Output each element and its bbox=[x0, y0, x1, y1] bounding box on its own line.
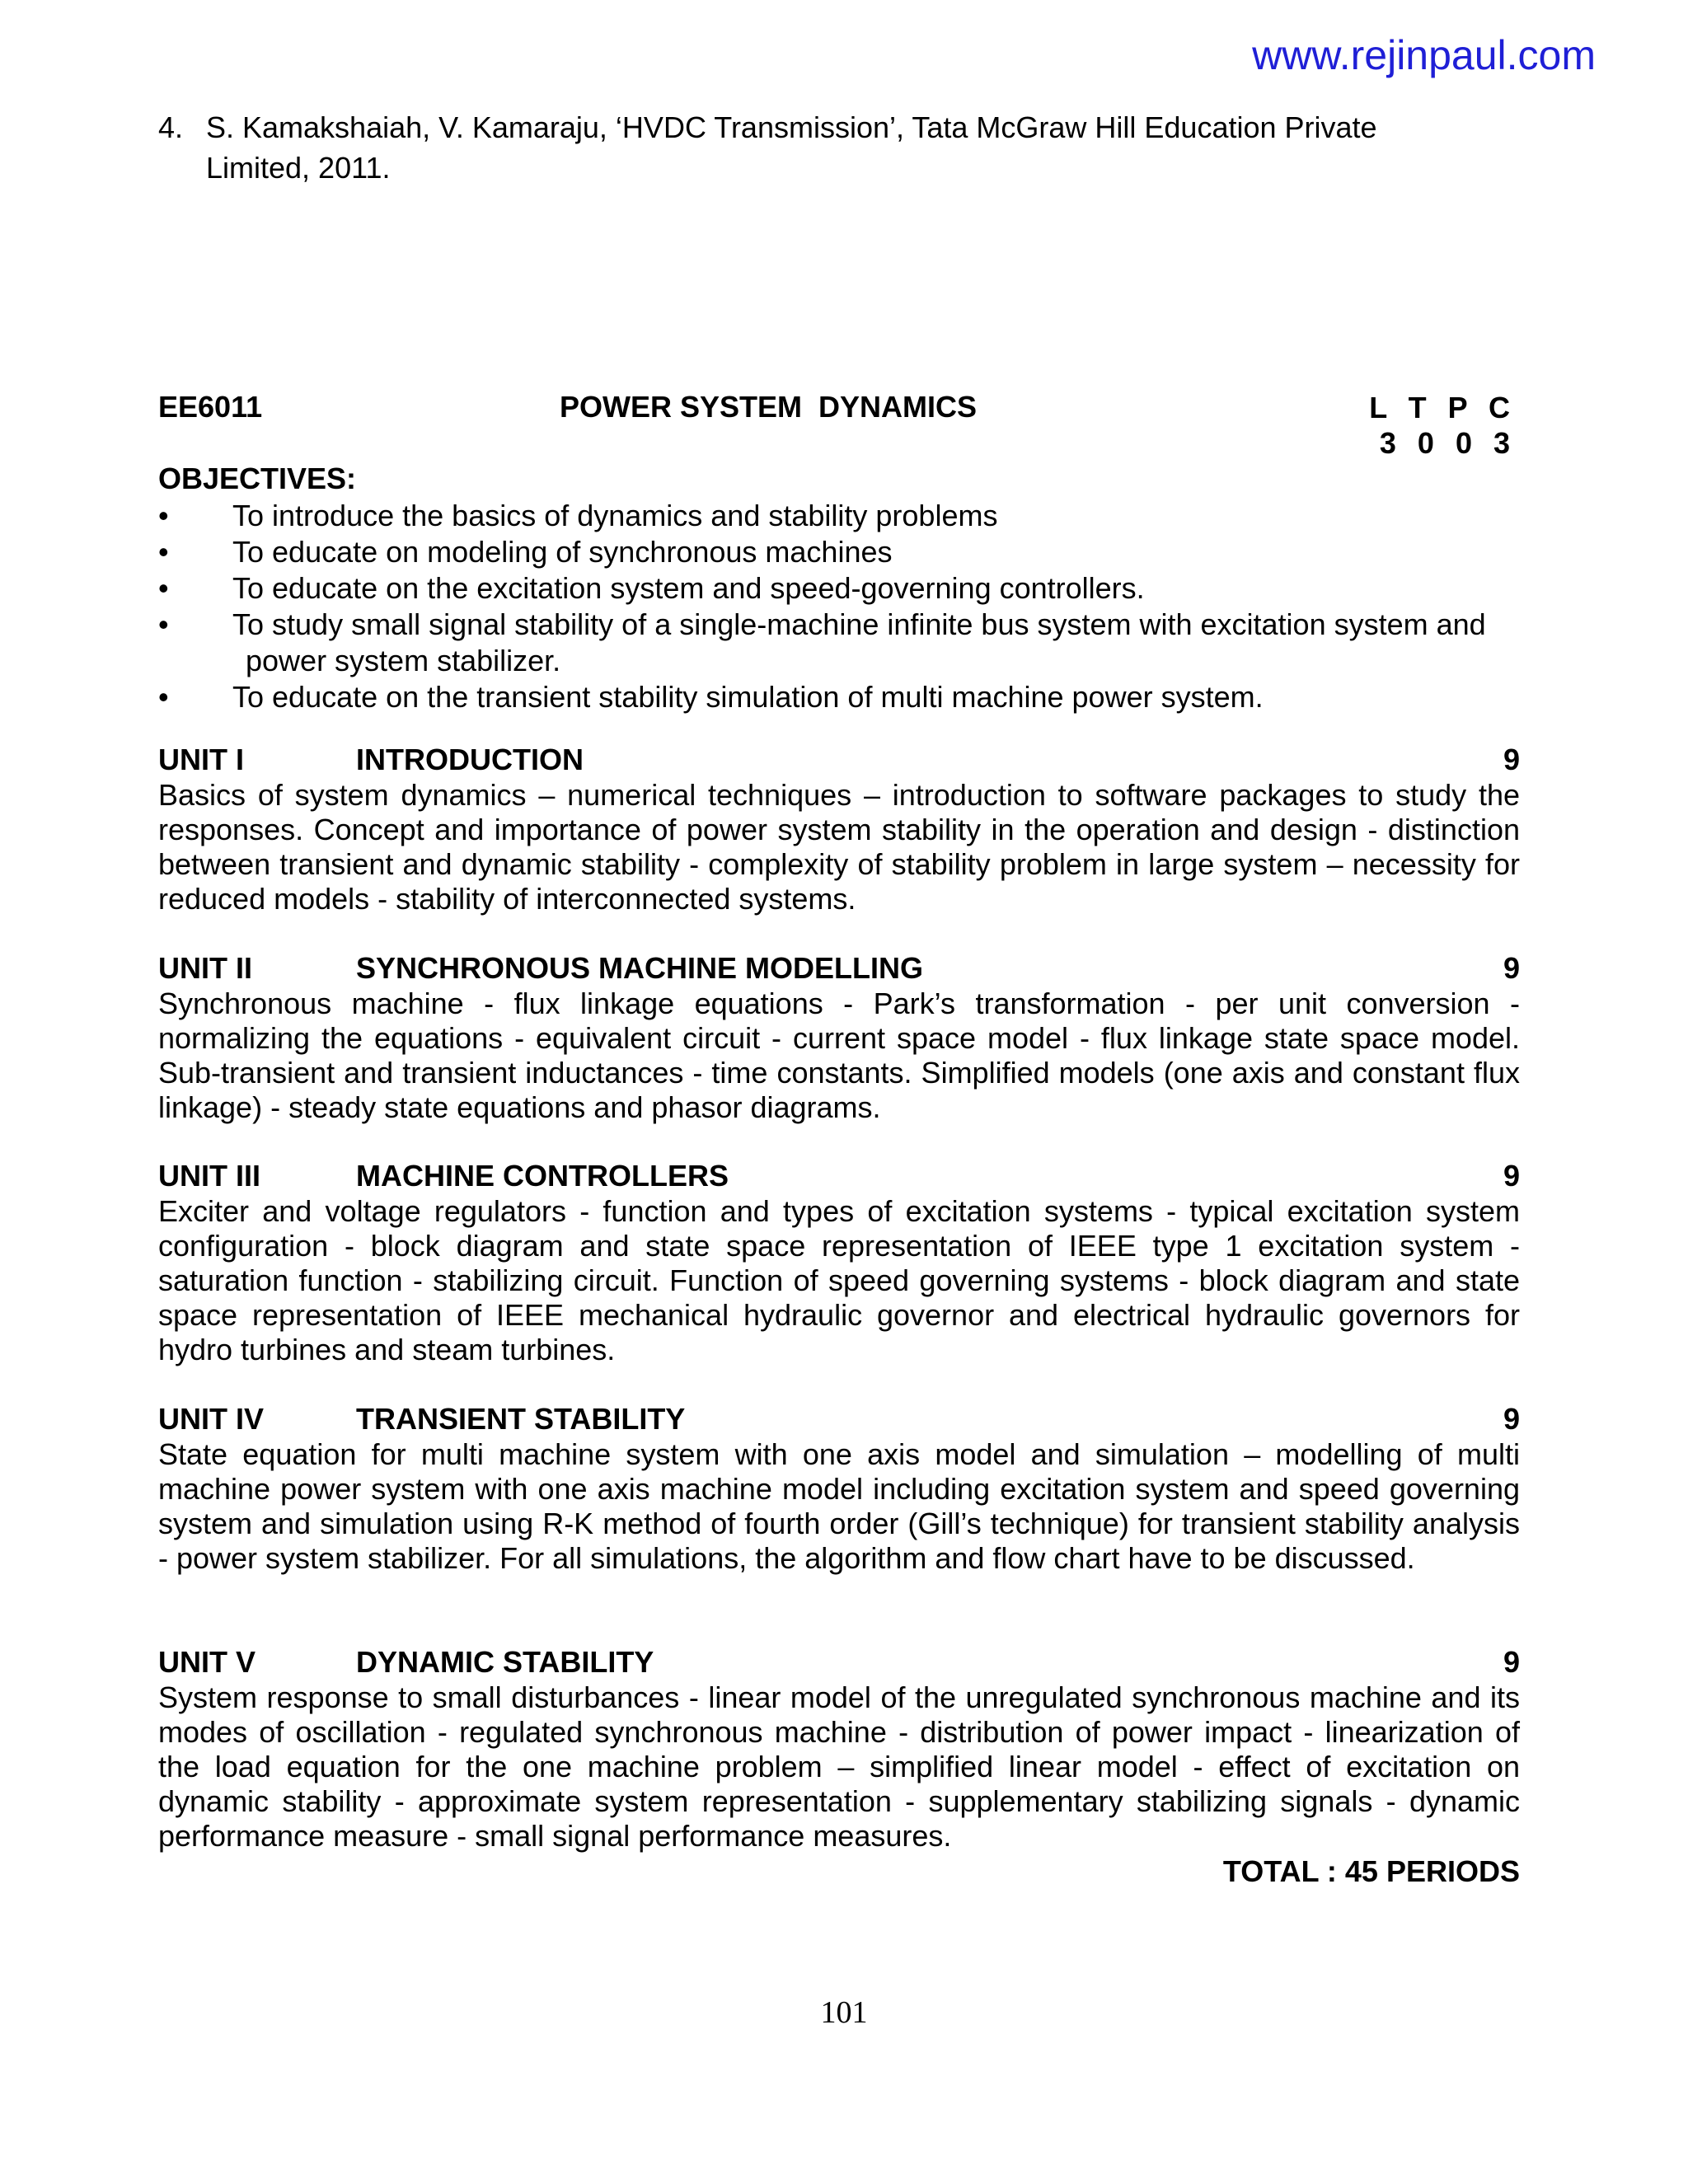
unit-number: UNIT IV bbox=[158, 1402, 265, 1436]
unit-description: Synchronous machine - flux linkage equations - Park’s transformation - per unit conversion - normalizing the equations - equivalent circuit - current space model - flux linkage state space model. Sub-transient and transient inductances - time constants. Simplified models (one axis and constant flux linkage) - steady state equations and phasor diagrams. bbox=[158, 987, 1520, 1124]
unit-title: TRANSIENT STABILITY bbox=[356, 1402, 686, 1436]
ltpc-label: L T P C bbox=[1369, 391, 1517, 424]
objective-item bbox=[158, 679, 1520, 715]
unit-header bbox=[158, 1401, 1520, 1437]
unit-3-section bbox=[158, 1158, 1520, 1367]
unit-header bbox=[158, 742, 1520, 778]
course-code: EE6011 bbox=[158, 390, 263, 424]
unit-description: State equation for multi machine system with one axis model and simulation – modelling of multi machine power system with one axis machine model including excitation system and speed governing system and simulation using R-K method of fourth order (Gill’s technique) for transient stability analysis - power system stabilizer. For all simulations, the algorithm and flow chart have to be discussed. bbox=[158, 1437, 1520, 1575]
page-number: 101 bbox=[820, 1995, 868, 2030]
unit-title: INTRODUCTION bbox=[356, 743, 584, 776]
unit-hours: 9 bbox=[1503, 1402, 1520, 1436]
unit-header bbox=[158, 950, 1520, 987]
unit-title: MACHINE CONTROLLERS bbox=[356, 1159, 729, 1193]
reference-line-2: Limited, 2011. bbox=[206, 151, 391, 185]
reference-line-1: S. Kamakshaiah, V. Kamaraju, ‘HVDC Transmission’, Tata McGraw Hill Education Private bbox=[206, 110, 1377, 144]
reference-number: 4. bbox=[158, 110, 184, 144]
ltpc-credits bbox=[1369, 390, 1517, 461]
objective-item bbox=[158, 534, 1520, 570]
course-header bbox=[158, 390, 1517, 464]
objective-item bbox=[158, 570, 1520, 607]
objective-text: To educate on the excitation system and speed-governing controllers. bbox=[232, 571, 1145, 605]
course-title: POWER SYSTEM DYNAMICS bbox=[560, 390, 978, 424]
objective-text: To educate on modeling of synchronous machines bbox=[232, 535, 893, 569]
unit-number: UNIT I bbox=[158, 743, 244, 776]
unit-description: System response to small disturbances - linear model of the unregulated synchronous machine and its modes of oscillation - regulated synchronous machine - distribution of power impact - linearization of the load equation for the one machine problem – simplified linear model - effect of excitation on dynamic stability - approximate system representation - supplementary stabilizing signals - dynamic performance measure - small signal performance measures. bbox=[158, 1680, 1520, 1853]
objectives-list bbox=[158, 498, 1520, 715]
unit-1-section bbox=[158, 742, 1520, 916]
unit-number: UNIT III bbox=[158, 1159, 260, 1193]
unit-title: SYNCHRONOUS MACHINE MODELLING bbox=[356, 951, 924, 985]
unit-number: UNIT II bbox=[158, 951, 252, 985]
watermark-link[interactable]: www.rejinpaul.com bbox=[1252, 32, 1596, 78]
unit-title: DYNAMIC STABILITY bbox=[356, 1645, 654, 1679]
objectives-heading: OBJECTIVES: bbox=[158, 462, 357, 495]
objective-item bbox=[158, 607, 1520, 679]
objectives-section bbox=[158, 460, 1520, 715]
objective-item bbox=[158, 498, 1520, 534]
unit-hours: 9 bbox=[1503, 1645, 1520, 1679]
unit-4-section bbox=[158, 1401, 1520, 1576]
unit-header bbox=[158, 1644, 1520, 1680]
unit-description: Exciter and voltage regulators - function and types of excitation systems - typical excitation system configuration - block diagram and state space representation of IEEE type 1 excitation system - saturation function - stabilizing circuit. Function of speed governing systems - block diagram and state space representation of IEEE mechanical hydraulic governor and electrical hydraulic governors for hydro turbines and steam turbines. bbox=[158, 1194, 1520, 1366]
unit-hours: 9 bbox=[1503, 951, 1520, 985]
unit-number: UNIT V bbox=[158, 1645, 256, 1679]
ltpc-values: 3 0 0 3 bbox=[1379, 426, 1517, 460]
unit-description: Basics of system dynamics – numerical techniques – introduction to software packages to study the responses. Concept and importance of power system stability in the operation and design - distinction between transient and dynamic stability - complexity of stability problem in large system – necessity for reduced models - stability of interconnected systems. bbox=[158, 778, 1520, 916]
unit-5-section bbox=[158, 1644, 1520, 1854]
unit-hours: 9 bbox=[1503, 1159, 1520, 1193]
objective-text: To educate on the transient stability simulation of multi machine power system. bbox=[232, 680, 1264, 714]
unit-hours: 9 bbox=[1503, 743, 1520, 776]
objective-text-wrap: power system stabilizer. bbox=[246, 644, 561, 677]
objective-text: To study small signal stability of a single-machine infinite bus system with excitation system and bbox=[232, 607, 1486, 641]
unit-2-section bbox=[158, 950, 1520, 1125]
objective-text: To introduce the basics of dynamics and stability problems bbox=[232, 499, 998, 532]
total-periods: TOTAL : 45 PERIODS bbox=[1222, 1854, 1520, 1888]
reference-entry bbox=[158, 107, 1444, 188]
unit-header bbox=[158, 1158, 1520, 1194]
